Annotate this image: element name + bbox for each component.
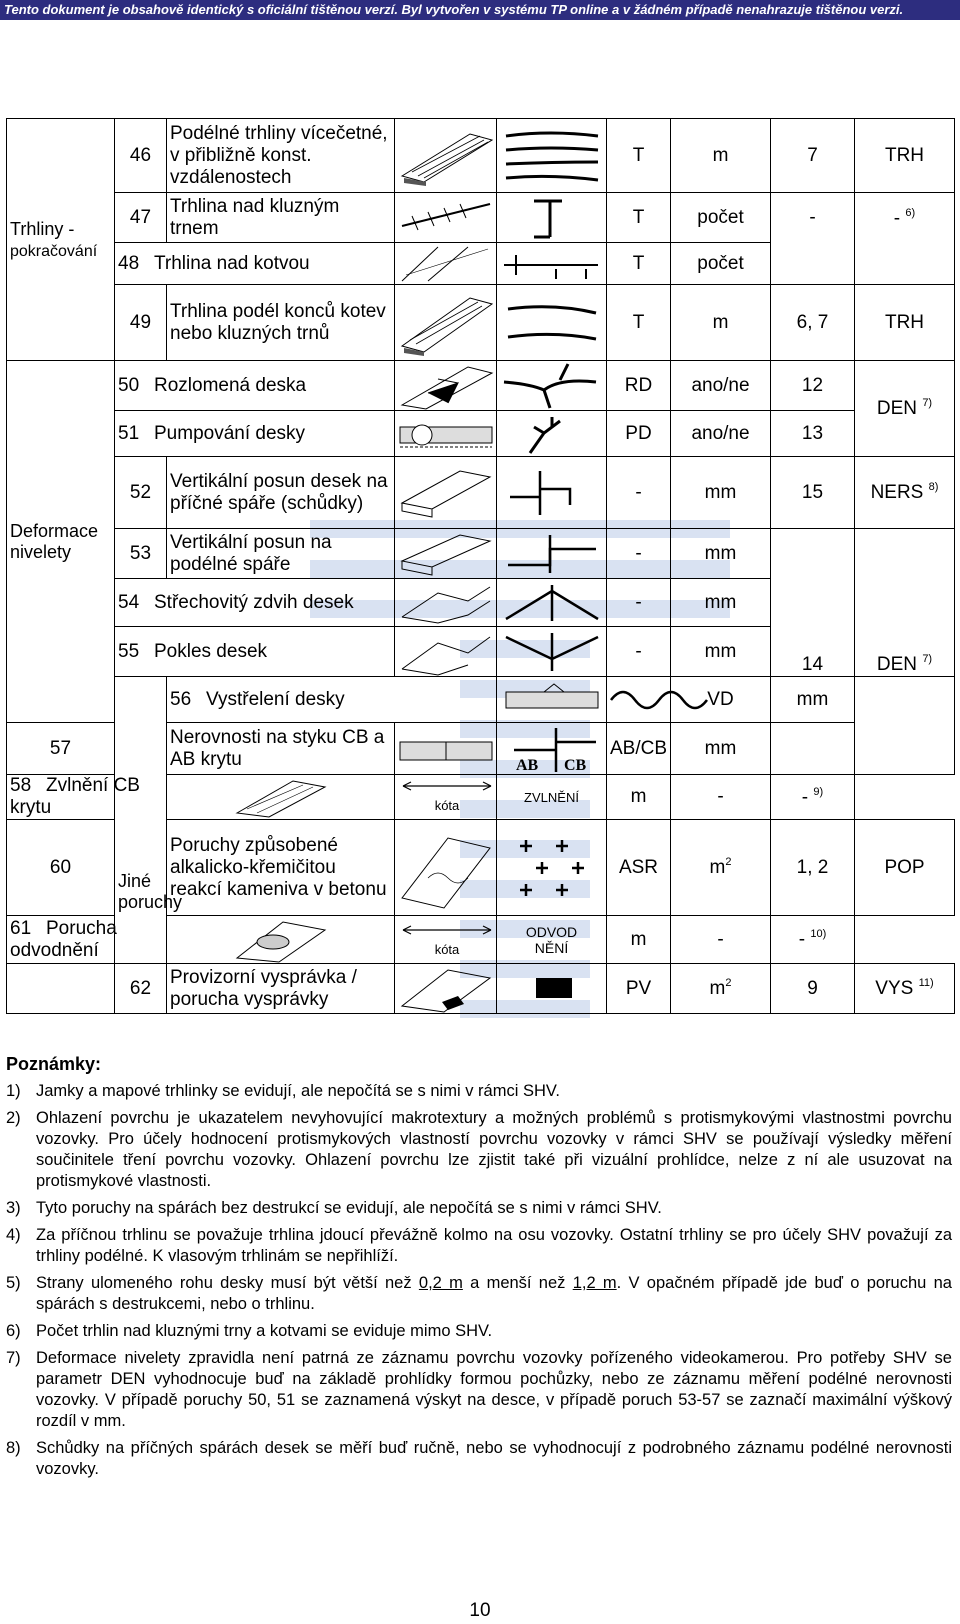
defect-symbol (497, 411, 607, 457)
param-cell: TRH (855, 285, 955, 361)
code-cell: T (607, 285, 671, 361)
defect-name: 48 Trhlina nad kotvou (115, 243, 395, 285)
defect-symbol (497, 579, 607, 627)
defect-photo-sketch (395, 285, 497, 361)
group-cell: Trhliny - pokračování (7, 119, 115, 361)
note-item: 4) Za příčnou trhlinu se považuje trhlina jdoucí převážně kolmo na osu vozovky. Ostatní trhliny se pro účely SHV považují za trhliny podélné. K vlasovým trhlinám se nepřihlíží. (6, 1226, 952, 1265)
defect-symbol (497, 361, 607, 411)
param-cell: DEN $^{7)}$ (855, 361, 955, 457)
table-row (7, 916, 955, 964)
defect-photo-sketch (395, 243, 497, 285)
unit-cell: mm (671, 579, 771, 627)
code-cell: ODVODNĚNÍ (497, 916, 607, 964)
code-cell: T (607, 119, 671, 193)
cb-label: CB (563, 756, 586, 774)
unit-cell: počet (671, 243, 771, 285)
row-number: 49 (115, 285, 167, 361)
table-row (7, 285, 955, 361)
defect-name: 58 Zvlnění CB krytu (7, 775, 167, 820)
row-number: 60 (7, 820, 115, 916)
code-cell: T (607, 193, 671, 243)
defect-symbol (497, 820, 607, 916)
class-cell: 1, 2 (771, 820, 855, 916)
class-cell-empty: 14 (771, 529, 855, 677)
defect-name: Nerovnosti na styku CB a AB krytu (167, 723, 395, 775)
ab-label: AB (515, 756, 538, 774)
class-cell: 13 (771, 411, 855, 457)
defect-photo-sketch (395, 723, 497, 775)
note-item: 1) Jamky a mapové trhlinky se evidují, ale nepočítá se s nimi v rámci SHV. (6, 1082, 560, 1100)
code-cell: - (607, 529, 671, 579)
table-row (7, 193, 955, 243)
notes-section (6, 1054, 952, 1486)
defect-symbol (607, 677, 671, 723)
table-row (7, 411, 955, 457)
row-number: 52 (115, 457, 167, 529)
row-number: 47 (115, 193, 167, 243)
defect-photo-sketch (395, 820, 497, 916)
class-cell-empty (855, 677, 955, 775)
param-cell: DEN $^{7)}$ (855, 529, 955, 677)
kota-label: kóta (434, 941, 460, 957)
unit-cell: m (607, 916, 671, 964)
class-cell: 12 (771, 361, 855, 411)
unit-cell: $m^2$ (671, 820, 771, 916)
unit-cell: $m^2$ (671, 964, 771, 1014)
row-number: 46 (115, 119, 167, 193)
param-cell: VYS $^{11)}$ (855, 964, 955, 1014)
param-cell: NERS $^{8)}$ (855, 457, 955, 529)
defect-symbol (497, 285, 607, 361)
defect-photo-sketch (395, 627, 497, 677)
defect-photo-sketch (395, 119, 497, 193)
defect-photo-sketch (497, 677, 607, 723)
class-cell: - (771, 193, 855, 285)
param-cell: TRH (855, 119, 955, 193)
defect-name: 61 Porucha odvodnění (7, 916, 167, 964)
note-item: 2) Ohlazení povrchu je ukazatelem nevyhovující makrotextury a možných problémů s protismykovými vlastnostmi povrchu vozovky. Pro účely hodnocení protismykových vlastností povrchu vozovky v rámci SHV se používají výsledky měření součinitele tření povrchu vozovky. Ohlazení povrchu lze zjistit také při vizuální prohlídce, nelze z ní ale usuzovat na protismykové vlastnosti. (6, 1109, 952, 1190)
param-cell: POP (855, 820, 955, 916)
group-cell-cont (7, 964, 115, 1014)
defect-name: Trhlina podél konců kotev nebo kluzných trnů (167, 285, 395, 361)
unit-cell: m (607, 775, 671, 820)
unit-cell: m (671, 119, 771, 193)
defect-photo-sketch (395, 193, 497, 243)
defect-photo-sketch (167, 775, 395, 820)
row-number: 57 (7, 723, 115, 775)
defect-photo-sketch (395, 361, 497, 411)
table-row (7, 964, 955, 1014)
kota-label: kóta (434, 798, 460, 813)
class-cell: 9 (771, 964, 855, 1014)
defect-photo-sketch (395, 964, 497, 1014)
param-cell: - $^{10)}$ (771, 916, 855, 964)
defect-name: Poruchy způsobené alkalicko-křemičitou reakcí kameniva v betonu (167, 820, 395, 916)
table-row (7, 361, 955, 411)
unit-cell: mm (771, 677, 855, 723)
unit-cell: počet (671, 193, 771, 243)
unit-cell: mm (671, 723, 771, 775)
defects-table (6, 118, 955, 1014)
code-cell: PV (607, 964, 671, 1014)
defect-photo-sketch (395, 579, 497, 627)
defect-symbol (497, 119, 607, 193)
group-cell: Deformace nivelety (7, 361, 115, 723)
defect-name: Trhlina nad kluzným trnem (167, 193, 395, 243)
defect-name: Vertikální posun desek na příčné spáře (schůdky) (167, 457, 395, 529)
code-cell: T (607, 243, 671, 285)
page-number: 10 (469, 1600, 491, 1621)
table-row (7, 775, 955, 820)
table-row (7, 119, 955, 193)
class-cell: - (671, 775, 771, 820)
defect-symbol (395, 916, 497, 964)
unit-cell: ano/ne (671, 411, 771, 457)
class-cell: - (671, 916, 771, 964)
defect-symbol (497, 193, 607, 243)
unit-cell: mm (671, 457, 771, 529)
defect-symbol (497, 627, 607, 677)
table-row (7, 457, 955, 529)
note-item: 5) Strany ulomeného rohu desky musí být větší než 0,2 m a menší než 1,2 m. V opačném případě jde buď o poruchu na spárách s destrukcemi, nebo o trhlinu. (6, 1274, 952, 1313)
note-item: 6) Počet trhlin nad kluznými trny a kotvami se eviduje mimo SHV. (6, 1322, 493, 1340)
defect-name: Provizorní vysprávka / porucha vysprávky (167, 964, 395, 1014)
defect-symbol (497, 243, 607, 285)
defect-name: 54 Střechovitý zdvih desek (115, 579, 395, 627)
defect-photo-sketch (395, 529, 497, 579)
param-cell: - $^{9)}$ (771, 775, 855, 820)
unit-cell: m (671, 285, 771, 361)
code-cell: RD (607, 361, 671, 411)
defect-photo-sketch (167, 916, 395, 964)
code-cell: ZVLNĚNÍ (497, 775, 607, 820)
defect-symbol (497, 723, 607, 775)
code-cell: ASR (607, 820, 671, 916)
code-cell: - (607, 457, 671, 529)
group-cell: Jiné poruchy (115, 677, 167, 964)
defect-name: Podélné trhliny vícečetné, v přibližně konst. vzdálenostech (167, 119, 395, 193)
class-cell: 7 (771, 119, 855, 193)
table-row (7, 677, 955, 723)
note-item: 8) Schůdky na příčných spárách desek se měří buď ručně, nebo se vyhodnocují z podrobného záznamu podélné nerovnosti vozovky. (6, 1439, 952, 1478)
defect-name: Vertikální posun na podélné spáře (167, 529, 395, 579)
code-cell: - (607, 579, 671, 627)
defect-photo-sketch (395, 457, 497, 529)
row-number: 62 (115, 964, 167, 1014)
defect-symbol (497, 529, 607, 579)
row-number: 53 (115, 529, 167, 579)
param-cell: - $^{6)}$ (855, 193, 955, 285)
note-item: 3) Tyto poruchy na spárách bez destrukcí se evidují, ale nepočítá se s nimi v rámci SHV. (6, 1199, 662, 1217)
defect-symbol (497, 457, 607, 529)
defect-name: 56 Vystřelení desky (167, 677, 497, 723)
unit-cell: ano/ne (671, 361, 771, 411)
defect-symbol (497, 964, 607, 1014)
code-cell: - (607, 627, 671, 677)
defect-name: 51 Pumpování desky (115, 411, 395, 457)
table-row (7, 529, 955, 579)
unit-cell: mm (671, 529, 771, 579)
code-cell: AB/CB (607, 723, 671, 775)
disclaimer-banner: Tento dokument je obsahově identický s oficiální tištěnou verzí. Byl vytvořen v systému TP online a v žádném případě nenahrazuje tištěnou verzi. (0, 0, 960, 20)
defect-symbol (395, 775, 497, 820)
defect-name: 50 Rozlomená deska (115, 361, 395, 411)
note-item: 7) Deformace nivelety zpravidla není patrná ze záznamu povrchu vozovky pořízeného videokamerou. Pro potřeby SHV se parametr DEN vyhodnocuje buď na základě prohlídky formou pochůzky, nebo ze záznamu měření podélné nerovnosti vozovky. V případě poruchy 50, 51 se zaznamená výskyt na desce, v případě poruch 53-57 se zaznačí maximální výškový rozdíl v mm. (6, 1349, 952, 1430)
defect-name: 55 Pokles desek (115, 627, 395, 677)
notes-title: Poznámky: (6, 1054, 102, 1074)
class-cell: 6, 7 (771, 285, 855, 361)
code-cell: VD (671, 677, 771, 723)
defect-photo-sketch (395, 411, 497, 457)
unit-cell: mm (671, 627, 771, 677)
class-cell: 15 (771, 457, 855, 529)
code-cell: PD (607, 411, 671, 457)
